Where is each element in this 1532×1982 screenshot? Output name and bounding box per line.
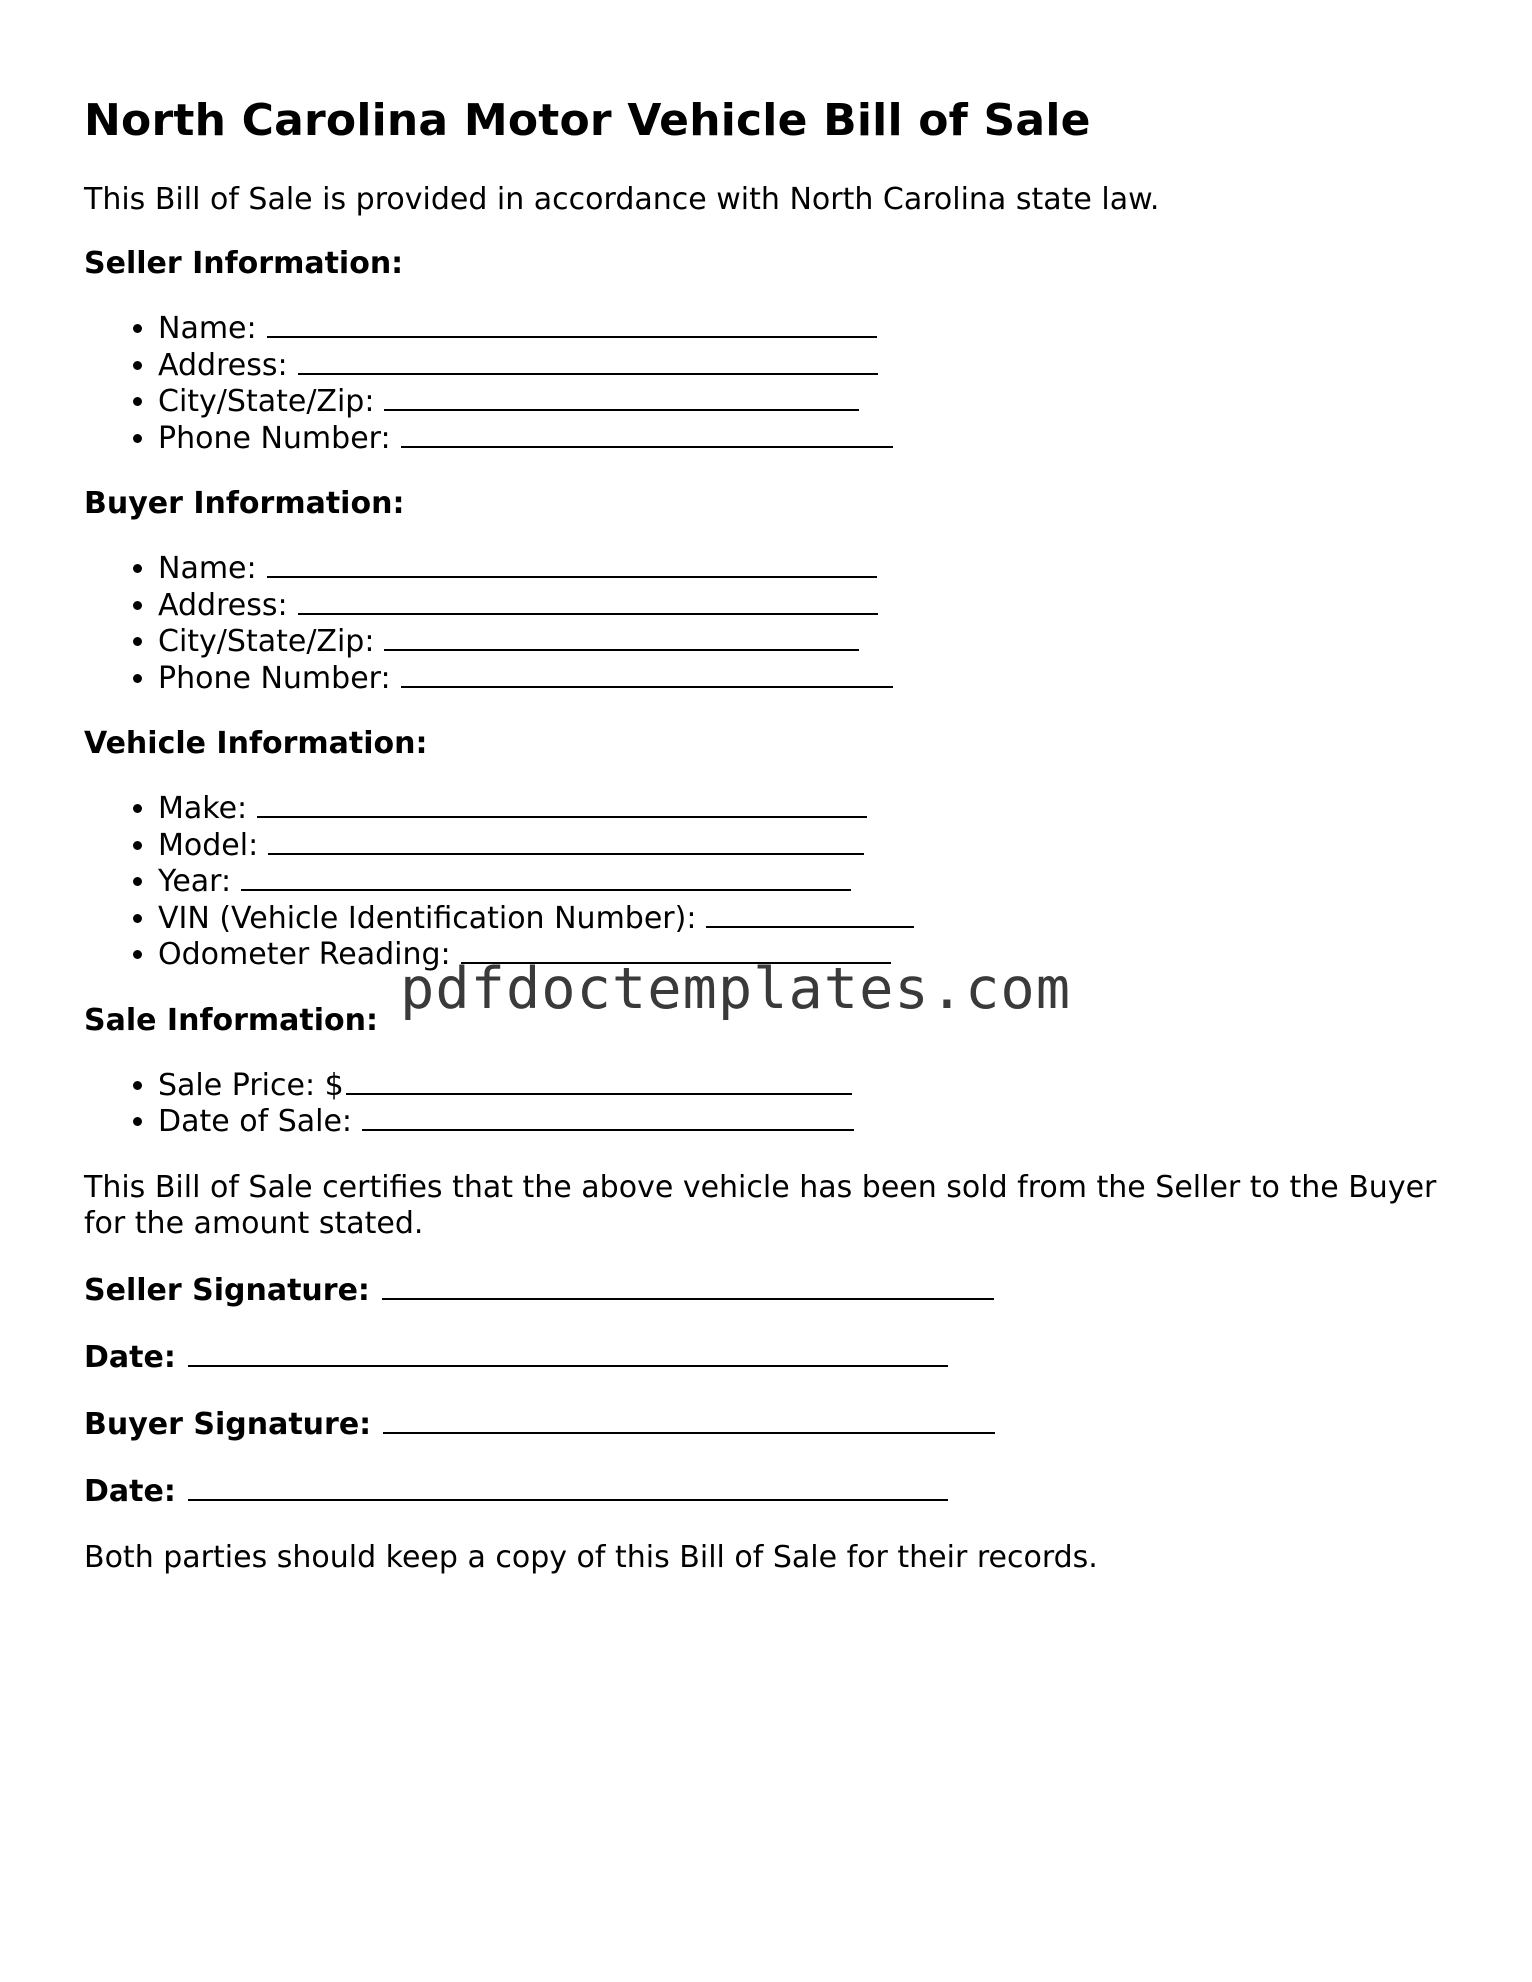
fill-in-line[interactable]: [188, 1473, 948, 1501]
sale-section-heading: Sale Information:: [84, 1002, 378, 1038]
buyer-city-state-zip-field[interactable]: [158, 623, 1464, 660]
seller-date-field[interactable]: [84, 1339, 1464, 1376]
signature-line[interactable]: [383, 1406, 995, 1434]
field-label: Phone Number:: [158, 660, 391, 696]
sale-price-field[interactable]: [158, 1067, 1464, 1104]
vehicle-make-field[interactable]: [158, 790, 1464, 827]
field-label: Date of Sale:: [158, 1104, 353, 1139]
vehicle-vin-field[interactable]: [158, 900, 1464, 937]
intro-text: This Bill of Sale is provided in accordance with North Carolina state law.: [84, 182, 1160, 217]
bill-of-sale-document: [84, 92, 1464, 1576]
watermark-text: pdfdoctemplates.com: [400, 956, 1072, 1022]
buyer-name-field[interactable]: [158, 550, 1464, 587]
fill-in-line[interactable]: [346, 1067, 852, 1095]
buyer-date-field[interactable]: [84, 1473, 1464, 1510]
fill-in-line[interactable]: [401, 420, 893, 448]
fill-in-line[interactable]: [384, 623, 859, 651]
seller-name-field[interactable]: [158, 310, 1464, 347]
fill-in-line[interactable]: [188, 1339, 948, 1367]
seller-signature-field[interactable]: [84, 1272, 1464, 1309]
fill-in-line[interactable]: [384, 383, 859, 411]
field-label: Odometer Reading:: [158, 937, 451, 972]
buyer-section-heading: Buyer Information:: [84, 486, 405, 521]
field-label: Year:: [158, 864, 232, 899]
buyer-address-field[interactable]: [158, 587, 1464, 624]
sale-date-field[interactable]: [158, 1103, 1464, 1140]
fill-in-line[interactable]: [706, 900, 914, 928]
field-label: Phone Number:: [158, 420, 391, 456]
field-label: Buyer Signature:: [84, 1406, 372, 1442]
fill-in-line[interactable]: [267, 310, 877, 338]
field-label: Name:: [158, 311, 257, 346]
field-label: VIN (Vehicle Identification Number):: [158, 900, 697, 936]
buyer-field-list: [84, 550, 1464, 696]
seller-city-state-zip-field[interactable]: [158, 383, 1464, 420]
fill-in-line[interactable]: [298, 587, 878, 615]
fill-in-line[interactable]: [362, 1103, 854, 1131]
fill-in-line[interactable]: [298, 347, 878, 375]
buyer-phone-field[interactable]: [158, 660, 1464, 697]
seller-field-list: [84, 310, 1464, 456]
field-label: Name:: [158, 551, 257, 586]
field-label: Model:: [158, 827, 259, 863]
certification-text: This Bill of Sale certifies that the above vehicle has been sold from the Seller to the Buyer for the amount stated.: [84, 1169, 1437, 1241]
field-label: Seller Signature:: [84, 1272, 370, 1308]
seller-section-heading: Seller Information:: [84, 246, 404, 281]
buyer-signature-field[interactable]: [84, 1406, 1464, 1443]
closing-text: Both parties should keep a copy of this Bill of Sale for their records.: [84, 1539, 1098, 1575]
vehicle-year-field[interactable]: [158, 863, 1464, 900]
field-label: City/State/Zip:: [158, 384, 375, 419]
seller-address-field[interactable]: [158, 347, 1464, 384]
field-label: Date:: [84, 1473, 176, 1509]
field-label: Make:: [158, 791, 248, 826]
seller-phone-field[interactable]: [158, 420, 1464, 457]
vehicle-section-heading: Vehicle Information:: [84, 726, 428, 761]
field-label: Date:: [84, 1339, 176, 1375]
vehicle-field-list: [84, 790, 1464, 973]
fill-in-line[interactable]: [241, 863, 851, 891]
field-label: Sale Price: $: [158, 1067, 344, 1103]
field-label: City/State/Zip:: [158, 624, 375, 659]
fill-in-line[interactable]: [257, 790, 867, 818]
page-title: North Carolina Motor Vehicle Bill of Sale: [84, 95, 1091, 146]
field-label: Address:: [158, 347, 288, 383]
fill-in-line[interactable]: [267, 550, 877, 578]
fill-in-line[interactable]: [268, 827, 864, 855]
fill-in-line[interactable]: [401, 660, 893, 688]
field-label: Address:: [158, 587, 288, 623]
sale-field-list: [84, 1067, 1464, 1140]
signature-line[interactable]: [382, 1272, 994, 1300]
vehicle-model-field[interactable]: [158, 827, 1464, 864]
